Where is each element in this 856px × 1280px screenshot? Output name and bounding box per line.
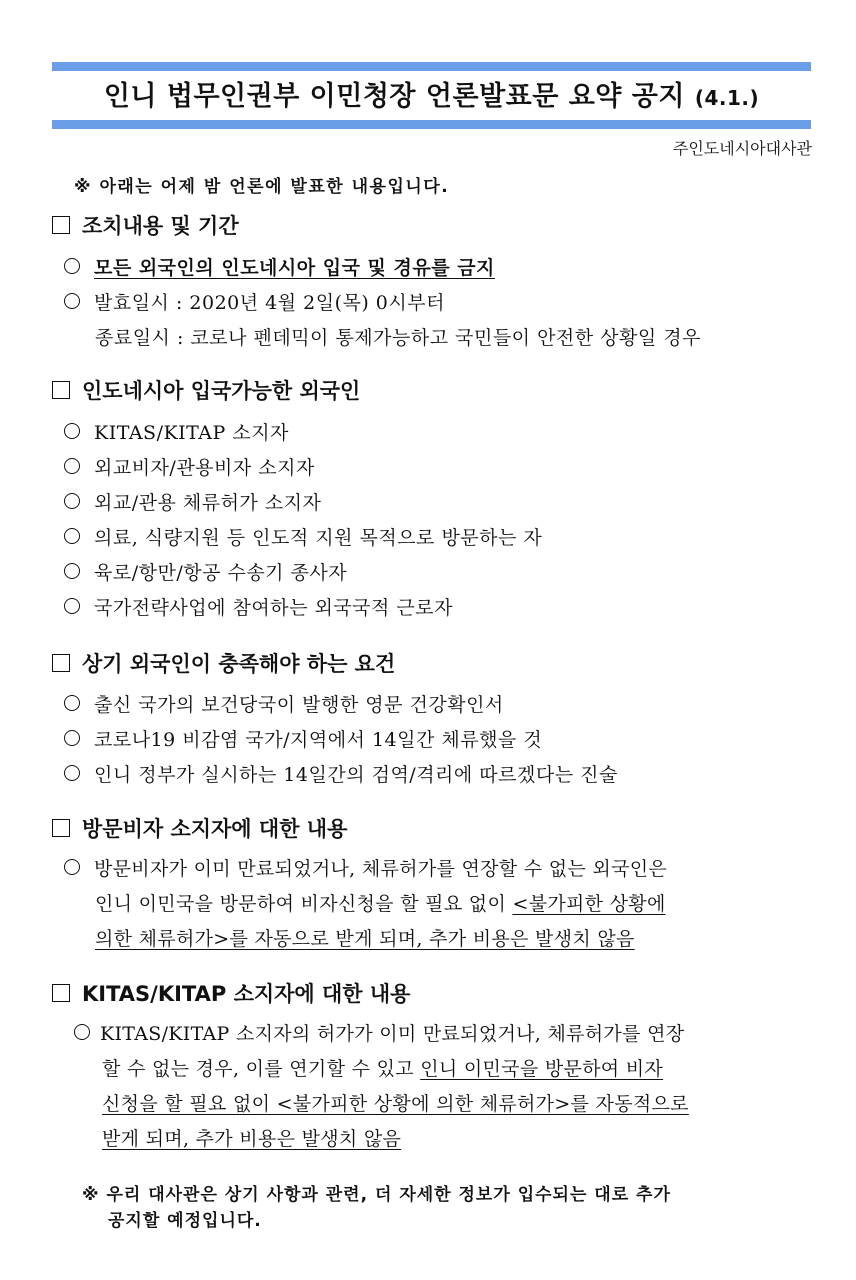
circle-bullet-icon — [64, 293, 80, 309]
title-bottom-bar — [52, 120, 811, 129]
circle-bullet-icon — [64, 493, 80, 509]
footer-note-line-1: ※ 우리 대사관은 상기 사항과 관련, 더 자세한 정보가 입수되는 대로 추가 — [82, 1185, 671, 1205]
section-heading-allowed-foreigners: 인도네시아 입국가능한 외국인 — [52, 375, 360, 405]
circle-bullet-icon — [64, 458, 80, 474]
circle-bullet-icon — [64, 730, 80, 746]
list-item: 출신 국가의 보건당국이 발행한 영문 건강확인서 — [64, 690, 504, 717]
circle-bullet-icon — [64, 563, 80, 579]
list-item: 발효일시 : 2020년 4월 2일(목) 0시부터 — [64, 288, 445, 315]
square-bullet-icon — [52, 819, 70, 837]
square-bullet-icon — [52, 216, 70, 234]
square-bullet-icon — [52, 654, 70, 672]
intro-note: ※ 아래는 어제 밤 언론에 발표한 내용입니다. — [74, 177, 450, 197]
circle-bullet-icon — [74, 1024, 90, 1040]
list-item: KITAS/KITAP 소지자의 허가가 이미 만료되었거나, 체류허가를 연장 — [74, 1019, 684, 1046]
footer-note-line-2: 공지할 예정입니다. — [108, 1211, 262, 1231]
organization-name: 주인도네시아대사관 — [672, 139, 812, 158]
circle-bullet-icon — [64, 258, 80, 274]
list-item: 외교/관용 체류허가 소지자 — [64, 488, 321, 515]
square-bullet-icon — [52, 984, 70, 1002]
list-item: 방문비자가 이미 만료되었거나, 체류허가를 연장할 수 없는 외국인은 — [64, 854, 667, 881]
title-date: (4.1.) — [694, 86, 760, 110]
circle-bullet-icon — [64, 695, 80, 711]
square-bullet-icon — [52, 381, 70, 399]
circle-bullet-icon — [64, 859, 80, 875]
list-item: 의료, 식량지원 등 인도적 지원 목적으로 방문하는 자 — [64, 523, 542, 550]
circle-bullet-icon — [64, 528, 80, 544]
list-item: 코로나19 비감염 국가/지역에서 14일간 체류했을 것 — [64, 725, 542, 752]
circle-bullet-icon — [64, 765, 80, 781]
title-text: 인니 법무인권부 이민청장 언론발표문 요약 공지 — [103, 81, 685, 112]
title-top-bar — [52, 62, 811, 71]
list-item-continuation: 의한 체류허가>를 자동으로 받게 되며, 추가 비용은 발생치 않음 — [95, 928, 635, 950]
list-item: 육로/항만/항공 수송기 종사자 — [64, 558, 347, 585]
section-heading-measures: 조치내용 및 기간 — [52, 210, 239, 240]
list-item-continuation: 받게 되며, 추가 비용은 발생치 않음 — [102, 1128, 402, 1150]
page-title — [52, 76, 811, 118]
list-item-continuation: 인니 이민국을 방문하여 비자신청을 할 필요 없이 <불가피한 상황에 — [95, 893, 666, 915]
list-item: 국가전략사업에 참여하는 외국국적 근로자 — [64, 593, 453, 620]
list-item: 외교비자/관용비자 소지자 — [64, 453, 315, 480]
list-item-continuation: 종료일시 : 코로나 펜데믹이 통제가능하고 국민들이 안전한 상황일 경우 — [95, 327, 701, 349]
section-heading-requirements: 상기 외국인이 충족해야 하는 요건 — [52, 648, 395, 678]
circle-bullet-icon — [64, 423, 80, 439]
list-item: 인니 정부가 실시하는 14일간의 검역/격리에 따르겠다는 진술 — [64, 760, 618, 787]
list-item-continuation: 할 수 없는 경우, 이를 연기할 수 있고 인니 이민국을 방문하여 비자 — [102, 1058, 664, 1080]
list-item-continuation: 신청을 할 필요 없이 <불가피한 상황에 의한 체류허가>를 자동적으로 — [102, 1093, 689, 1115]
list-item: 모든 외국인의 인도네시아 입국 및 경유를 금지 — [64, 253, 495, 280]
list-item: KITAS/KITAP 소지자 — [64, 418, 289, 445]
circle-bullet-icon — [64, 598, 80, 614]
section-heading-visit-visa: 방문비자 소지자에 대한 내용 — [52, 813, 347, 843]
section-heading-kitas-kitap: KITAS/KITAP 소지자에 대한 내용 — [52, 978, 410, 1008]
